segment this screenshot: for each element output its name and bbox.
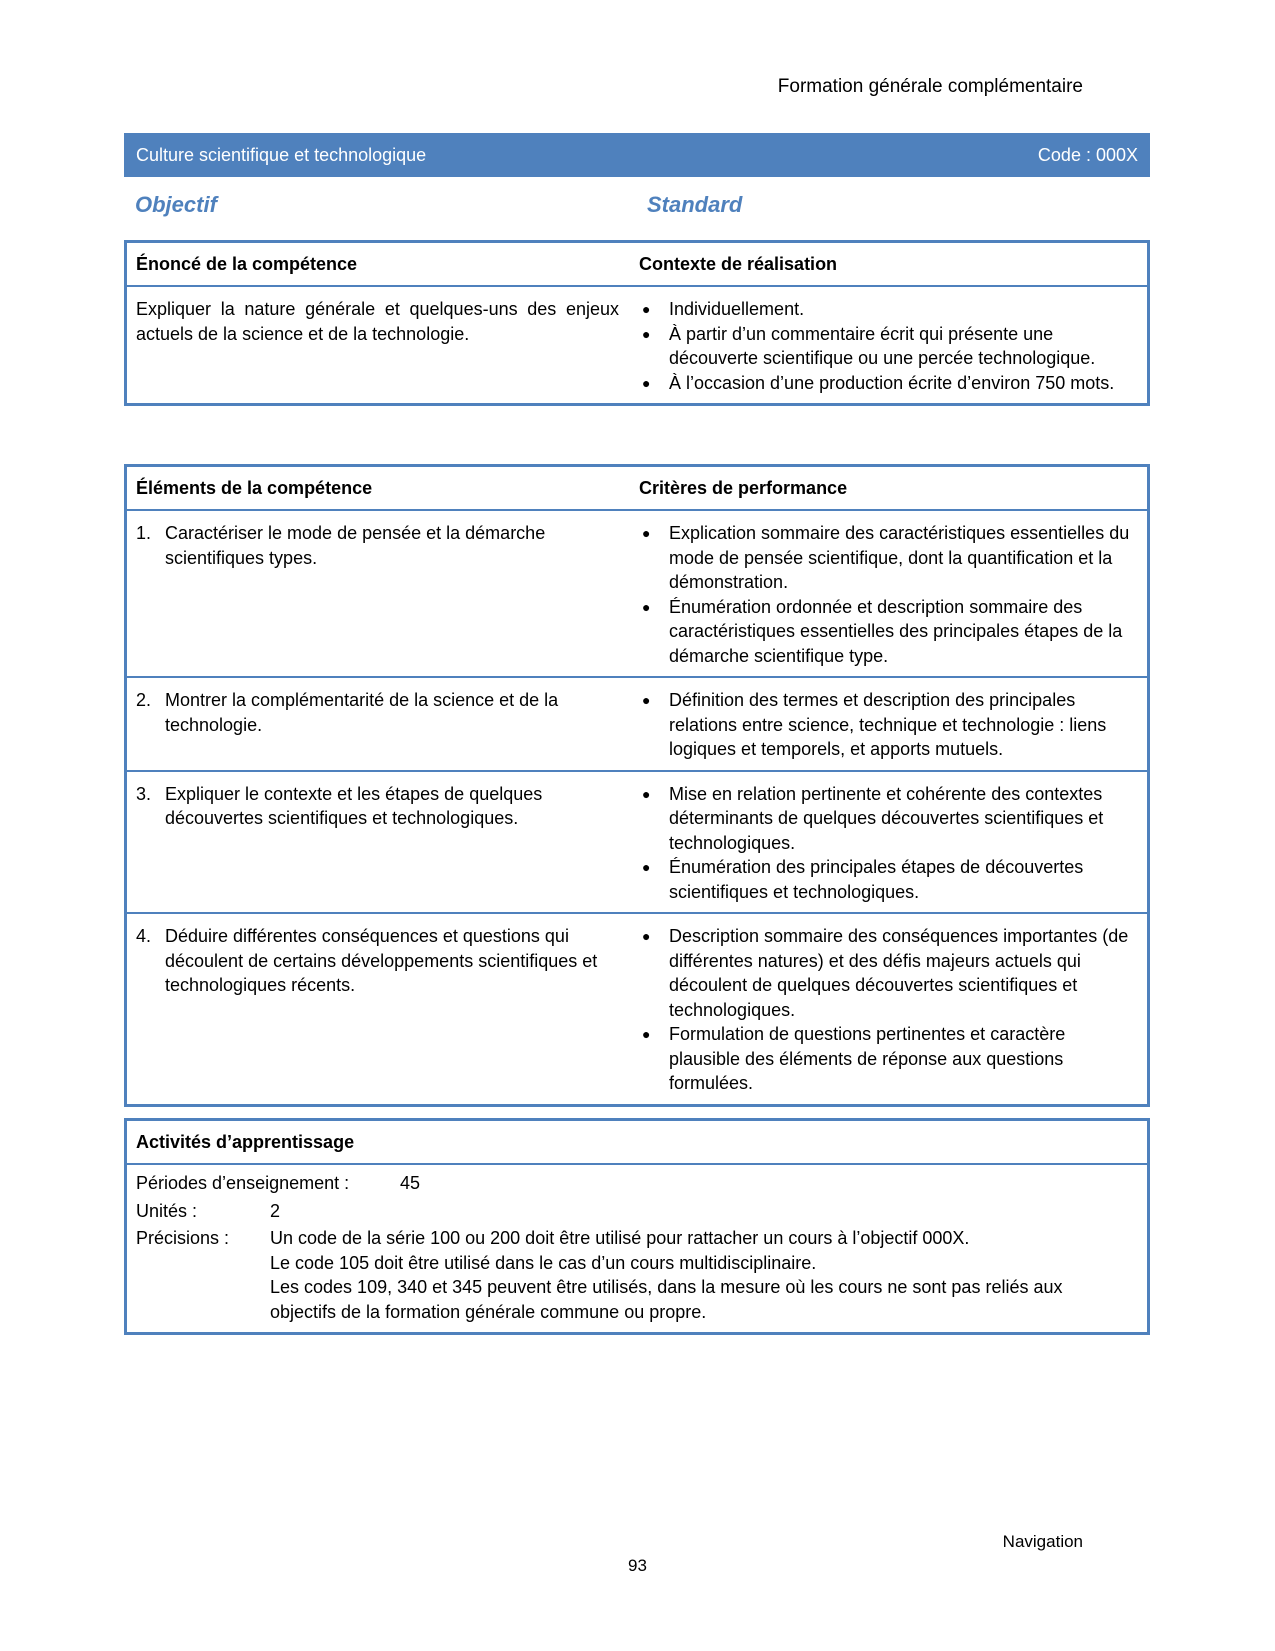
criteria-list bbox=[639, 521, 1133, 668]
list-item: ● Énumération ordonnée et description sommaire des caractéristiques essentielles des principales étapes de la démarche scientifique type. bbox=[639, 595, 1133, 669]
context-list bbox=[639, 297, 1133, 395]
criteria-header: Critères de performance bbox=[639, 477, 848, 498]
criteria-list bbox=[639, 688, 1133, 762]
precisions-row bbox=[136, 1226, 1138, 1324]
course-code: Code : 000X bbox=[1037, 144, 1138, 165]
list-item: ● Explication sommaire des caractéristiques essentielles du mode de pensée scientifique, dont la quantification et la démonstration. bbox=[639, 521, 1133, 595]
table-row bbox=[127, 676, 1147, 770]
table-row bbox=[127, 770, 1147, 913]
objective-standard-headings bbox=[135, 192, 1135, 220]
element-text: Expliquer le contexte et les étapes de quelques découvertes scientifiques et technologiques. bbox=[165, 783, 543, 828]
element-text: Déduire différentes conséquences et questions qui découlent de certains développements scientifiques et technologiques récents. bbox=[165, 926, 598, 995]
bullet-icon: ● bbox=[642, 692, 651, 708]
bullet-icon: ● bbox=[642, 1026, 651, 1042]
bullet-icon: ● bbox=[642, 598, 651, 615]
list-item: ● Mise en relation pertinente et cohérente des contextes déterminants de quelques découvertes scientifiques et technologiques. bbox=[639, 782, 1133, 856]
competence-header-row bbox=[127, 243, 1147, 287]
element-number: 1. bbox=[136, 523, 152, 543]
bullet-icon: ● bbox=[642, 374, 651, 391]
list-item: ● Énumération des principales étapes de découvertes scientifiques et technologiques. bbox=[639, 855, 1133, 904]
course-title-bar bbox=[124, 133, 1150, 177]
table-row bbox=[127, 912, 1147, 1104]
periods-value: 45 bbox=[400, 1173, 421, 1193]
precision-line: Les codes 109, 340 et 345 peuvent être utilisés, dans la mesure où les cours ne sont pas reliés aux objectifs de la formation générale commune ou propre. bbox=[270, 1277, 1063, 1322]
course-name: Culture scientifique et technologique bbox=[136, 144, 427, 165]
list-item: ● À partir d’un commentaire écrit qui présente une découverte scientifique ou une percée technologique. bbox=[639, 322, 1133, 371]
list-item: ● Individuellement. bbox=[639, 297, 1133, 322]
standard-heading: Standard bbox=[647, 192, 743, 217]
list-item: ● Définition des termes et description des principales relations entre science, technique et technologie : liens logiques et temporels, et apports mutuels. bbox=[639, 688, 1133, 762]
precisions-label: Précisions : bbox=[136, 1228, 230, 1248]
elements-header: Éléments de la compétence bbox=[136, 477, 373, 498]
element-number: 3. bbox=[136, 783, 152, 804]
bullet-icon: ● bbox=[642, 301, 651, 317]
precision-line: Un code de la série 100 ou 200 doit être utilisé pour rattacher un cours à l’objectif 000X. bbox=[270, 1228, 970, 1248]
competence-box bbox=[124, 240, 1150, 406]
periods-row bbox=[136, 1171, 1138, 1196]
units-value: 2 bbox=[270, 1200, 281, 1221]
precision-line: Le code 105 doit être utilisé dans le cas d’un cours multidisciplinaire. bbox=[270, 1252, 817, 1273]
competence-statement: Expliquer la nature générale et quelques-uns des enjeux actuels de la science et de la technologie. bbox=[136, 299, 619, 344]
bullet-icon: ● bbox=[642, 928, 651, 944]
competence-statement-header: Énoncé de la compétence bbox=[136, 253, 358, 274]
bullet-icon: ● bbox=[642, 325, 651, 342]
criteria-list bbox=[639, 924, 1133, 1096]
competence-row bbox=[127, 287, 1147, 403]
criteria-list bbox=[639, 782, 1133, 905]
elements-box bbox=[124, 464, 1150, 1107]
list-item: ● Description sommaire des conséquences importantes (de différentes natures) et des défis majeurs actuels qui découlent de quelques découvertes scientifiques et technologiques. bbox=[639, 924, 1133, 1022]
periods-label: Périodes d’enseignement : bbox=[136, 1173, 350, 1193]
element-text: Caractériser le mode de pensée et la démarche scientifiques types. bbox=[165, 523, 546, 568]
page-number: 93 bbox=[628, 1556, 647, 1575]
list-item: ● Formulation de questions pertinentes et caractère plausible des éléments de réponse aux questions formulées. bbox=[639, 1022, 1133, 1096]
activities-header: Activités d’apprentissage bbox=[127, 1121, 1147, 1165]
list-item: ● À l’occasion d’une production écrite d’environ 750 mots. bbox=[639, 371, 1133, 396]
units-row bbox=[136, 1199, 1138, 1224]
navigation-link[interactable]: Navigation bbox=[1002, 1532, 1083, 1551]
program-title: Formation générale complémentaire bbox=[777, 76, 1083, 97]
objective-heading: Objectif bbox=[135, 192, 217, 217]
table-row bbox=[127, 511, 1147, 676]
bullet-icon: ● bbox=[642, 859, 651, 875]
activities-box bbox=[124, 1118, 1150, 1335]
element-number: 4. bbox=[136, 926, 152, 946]
elements-header-row bbox=[127, 467, 1147, 511]
bullet-icon: ● bbox=[642, 525, 651, 541]
context-header: Contexte de réalisation bbox=[639, 253, 838, 274]
units-label: Unités : bbox=[136, 1200, 198, 1221]
element-number: 2. bbox=[136, 690, 152, 710]
bullet-icon: ● bbox=[642, 785, 651, 802]
element-text: Montrer la complémentarité de la science et de la technologie. bbox=[165, 690, 559, 735]
